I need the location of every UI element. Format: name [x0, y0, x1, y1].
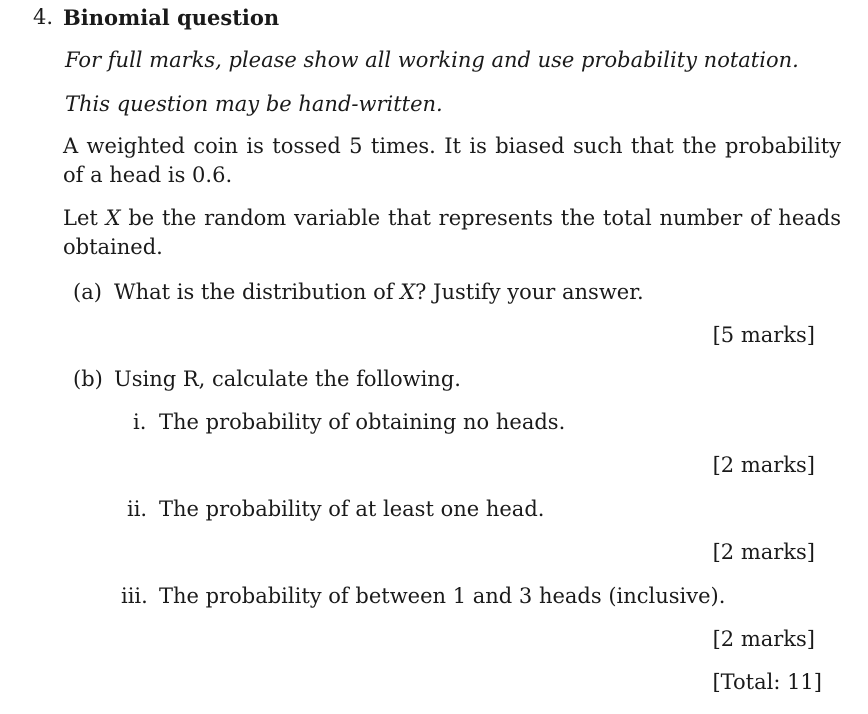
- instruction-full-marks: For full marks, please show all working and use probability notation.: [65, 48, 799, 72]
- subpart-ii-marks: [2 marks]: [712, 540, 815, 564]
- variable-x: X: [105, 206, 121, 230]
- part-a-marks: [5 marks]: [712, 323, 815, 347]
- subpart-iii-marks: [2 marks]: [712, 627, 815, 651]
- instruction-hand-written: This question may be hand-written.: [65, 92, 443, 116]
- part-a-label: (a): [73, 280, 102, 304]
- subpart-i-label: i.: [133, 410, 147, 434]
- question-title: Binomial question: [63, 5, 280, 30]
- question-number: 4.: [33, 5, 54, 29]
- subpart-iii-label: iii.: [121, 584, 148, 608]
- subpart-ii-text: The probability of at least one head.: [159, 497, 545, 521]
- part-b-text: Using R, calculate the following.: [114, 367, 461, 391]
- part-b-label: (b): [73, 367, 103, 391]
- paragraph-2-post: be the random variable that represents the total number of heads obtained.: [63, 206, 841, 259]
- part-a-variable-x: X: [400, 280, 416, 304]
- subpart-i-text: The probability of obtaining no heads.: [159, 410, 566, 434]
- subpart-i-marks: [2 marks]: [712, 453, 815, 477]
- total-marks: [Total: 11]: [712, 670, 822, 694]
- subpart-ii-label: ii.: [127, 497, 148, 521]
- paragraph-coin: A weighted coin is tossed 5 times. It is biased such that the probability of a head is 0.6.: [63, 134, 841, 187]
- part-a-text-post: ? Justify your answer.: [415, 280, 644, 304]
- part-a-text: [114, 280, 644, 304]
- subpart-iii-text: The probability of between 1 and 3 heads (inclusive).: [159, 584, 726, 608]
- part-a-text-pre: What is the distribution of: [114, 280, 401, 304]
- paragraph-2-pre: Let: [63, 206, 106, 230]
- paragraph-random-variable: [63, 204, 841, 262]
